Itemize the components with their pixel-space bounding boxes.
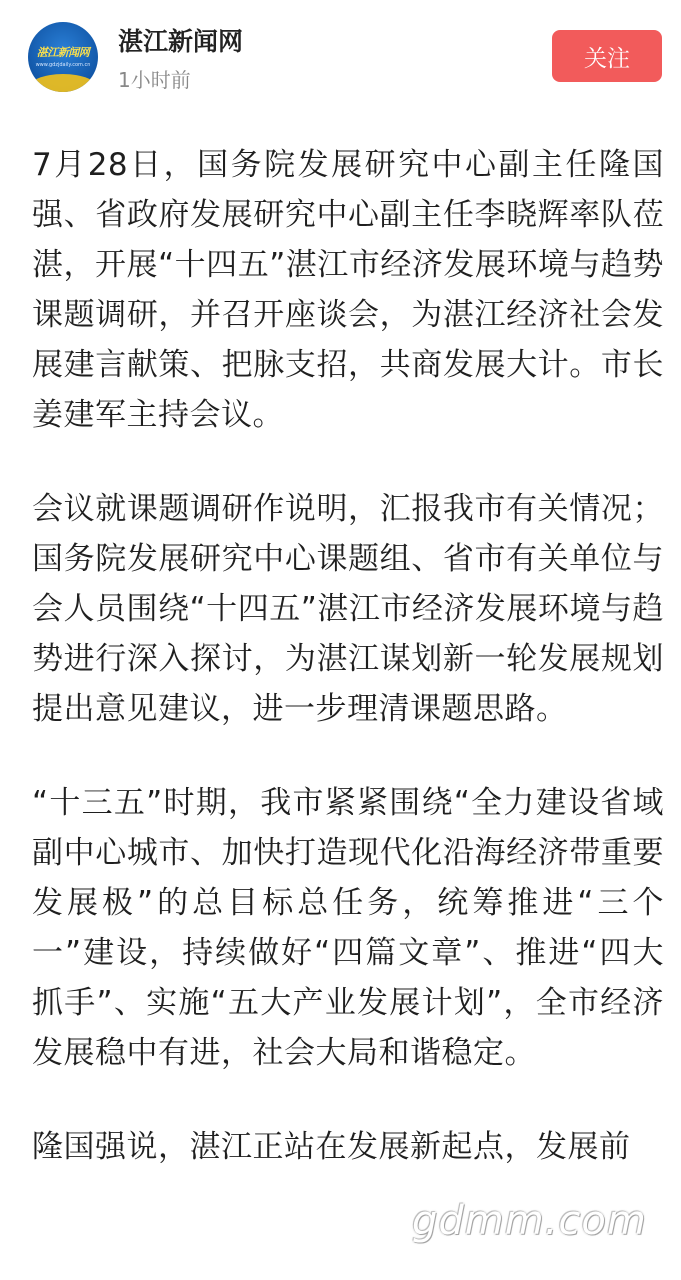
article-header: [0, 0, 681, 110]
article-paragraph: 会议就课题调研作说明，汇报我市有关情况；国务院发展研究中心课题组、省市有关单位与会人员围绕“十四五”湛江市经济发展环境与趋势进行深入探讨，为湛江谋划新一轮发展规划提出意见建议，进一步理清课题思路。: [32, 491, 664, 727]
article-body: [32, 140, 664, 1216]
article-paragraph: 7月28日，国务院发展研究中心副主任隆国强、省政府发展研究中心副主任李晓辉率队莅湛，开展“十四五”湛江市经济发展环境与趋势课题调研，并召开座谈会，为湛江经济社会发展建言献策、把脉支招，共商发展大计。市长姜建军主持会议。: [32, 147, 664, 433]
article-paragraph: “十三五”时期，我市紧紧围绕“全力建设省域副中心城市、加快打造现代化沿海经济带重要发展极”的总目标总任务，统筹推进“三个一”建设，持续做好“四篇文章”、推进“四大抓手”、实施“五大产业发展计划”，全市经济发展稳中有进，社会大局和谐稳定。: [32, 785, 664, 1071]
article-paragraph: 隆国强说，湛江正站在发展新起点，发展前: [32, 1129, 631, 1165]
avatar-logo-subtext: www.gdzjdaily.com.cn: [35, 62, 91, 68]
publish-time: 1小时前: [118, 68, 191, 92]
follow-button[interactable]: 关注: [552, 30, 662, 82]
avatar-logo-text: 湛江新闻网: [36, 46, 90, 59]
avatar-wave-decoration: [28, 74, 98, 92]
watermark: gdmm.com: [412, 1198, 647, 1244]
source-name[interactable]: 湛江新闻网: [118, 27, 244, 56]
source-avatar[interactable]: [28, 22, 98, 92]
